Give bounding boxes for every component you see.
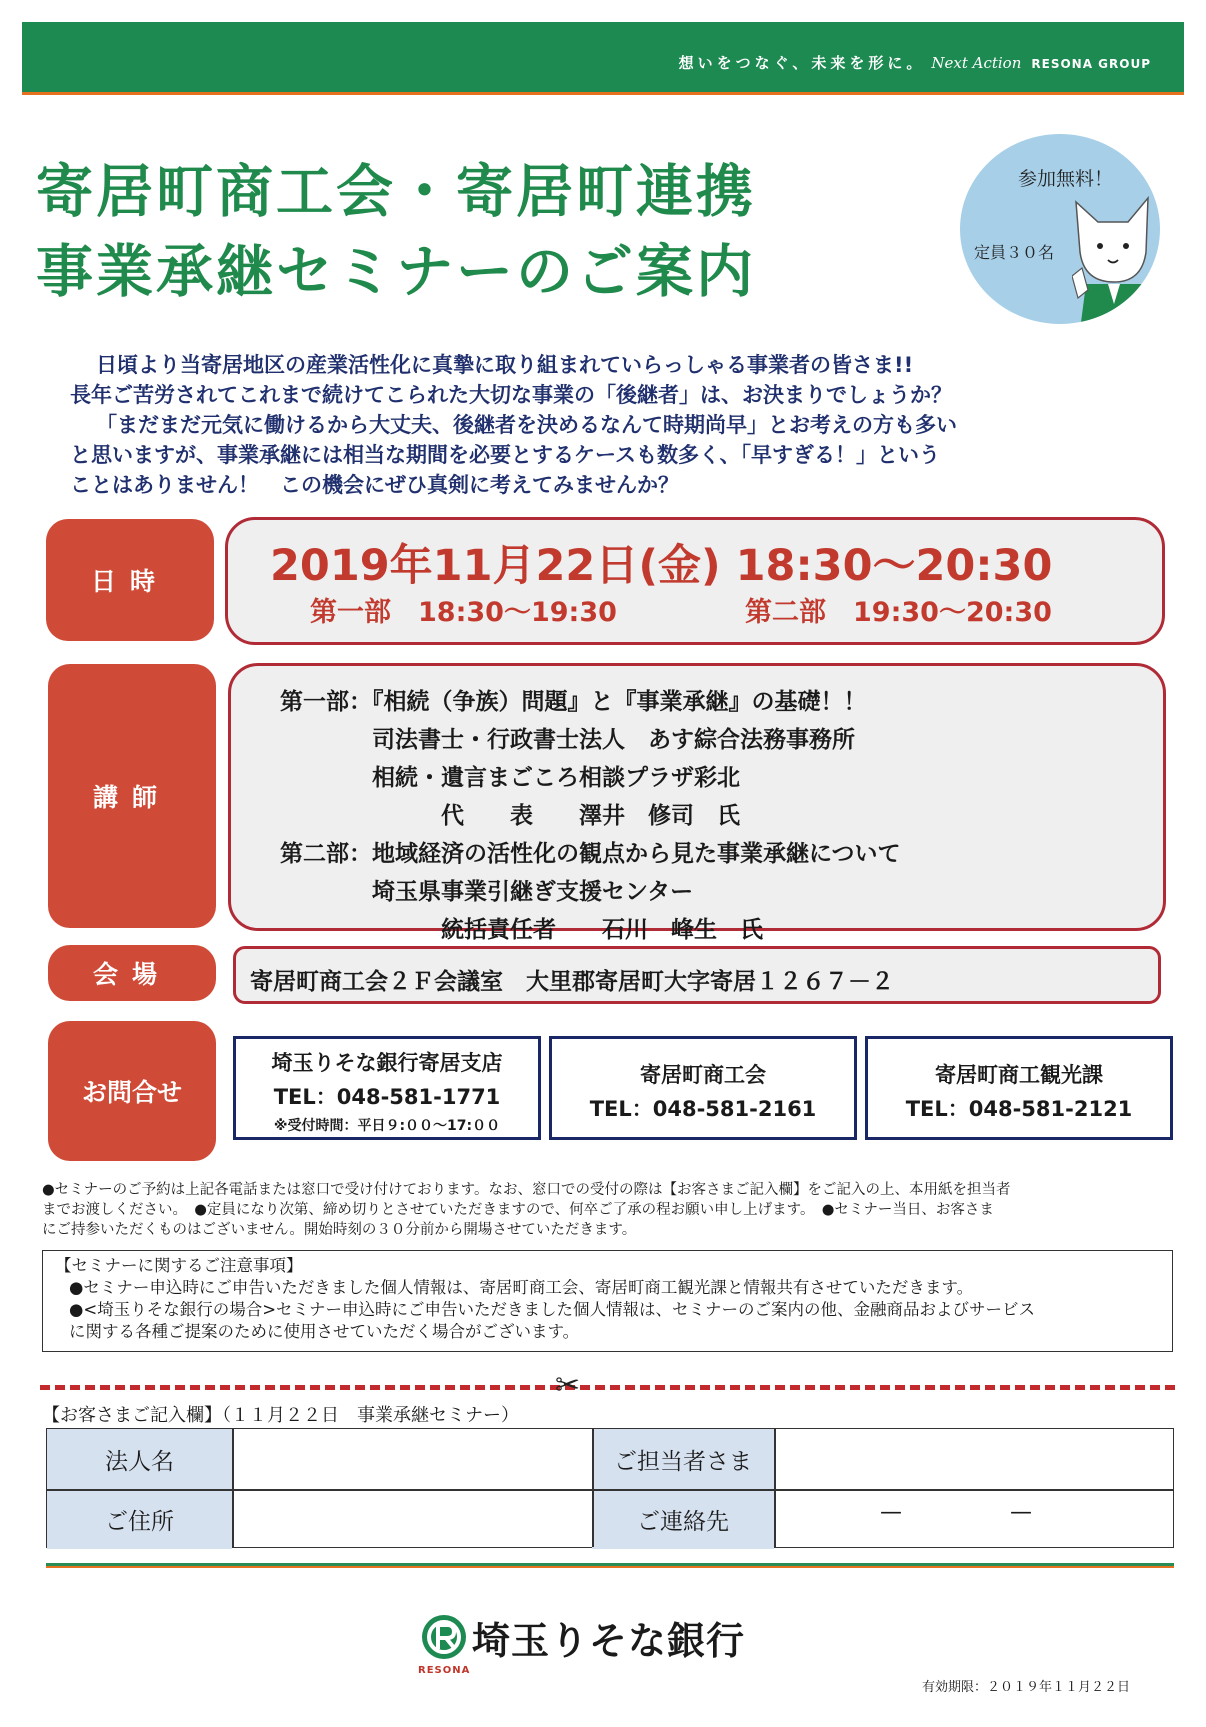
reservation-note [42, 1180, 1172, 1240]
contact-number-label-text: ご連絡先 [637, 1508, 729, 1535]
lecturer-line-1: 第一部：『相続（争族）問題』と『事業承継』の基礎！！ [280, 689, 867, 715]
lecturer-line-7: 統括責任者 石川 峰生 氏 [280, 917, 763, 943]
intro-paragraph [70, 350, 1120, 500]
form-header: 【お客さまご記入欄】（１１月２２日 事業承継セミナー） [42, 1405, 519, 1426]
badge-capacity-text: 定員３０名 [974, 243, 1055, 262]
company-name-label [47, 1429, 232, 1489]
schedule-label-text: 日時 [90, 567, 169, 596]
cat-mascot-icon [1072, 180, 1160, 324]
contact-box-resona [233, 1036, 541, 1140]
company-name-label-text: 法人名 [105, 1448, 174, 1475]
page-title [36, 152, 756, 312]
intro-line-1: 日頃より当寄居地区の産業活性化に真摯に取り組まれていらっしゃる事業者の皆さま!! [96, 353, 914, 377]
reservation-note-line-3: にご持参いただくものはございません。開始時刻の３０分前から開場させていただきます。 [42, 1222, 637, 1238]
intro-line-5: ことはありません！ この機会にぜひ真剣に考えてみませんか？ [70, 473, 679, 497]
caution-line-3: に関する各種ご提案のために使用させていただく場合がございます。 [69, 1322, 580, 1341]
caution-title: 【セミナーに関するご注意事項】 [55, 1256, 303, 1275]
bank-name-logo: 埼玉りそな銀行 [472, 1619, 746, 1663]
contact-person-field[interactable] [774, 1429, 1175, 1489]
schedule-part-1: 第一部 18:30～19:30 [310, 597, 617, 628]
intro-line-3: 「まだまだ元気に働けるから大丈夫、後継者を決めるなんて時期尚早」とお考えの方も多い [96, 413, 957, 437]
lecturer-line-6: 埼玉県事業引継ぎ支援センター [280, 879, 694, 905]
intro-line-2: 長年ご苦労されてこれまで続けてこられた大切な事業の「後継者」は、お決まりでしょうか？ [70, 383, 952, 407]
resona-group-label: RESONA GROUP [1031, 57, 1151, 71]
venue-label-text: 会場 [92, 960, 171, 989]
reservation-note-line-2: までお渡しください。 ●定員になり次第、締め切りとさせていただきますので、何卒ご了承の程お願い申し上げます。 ●セミナー当日、お客さま [42, 1202, 994, 1218]
address-label-text: ご住所 [105, 1508, 174, 1535]
schedule-label [46, 519, 214, 641]
lecturer-label-text: 講師 [92, 783, 171, 812]
lecturer-line-4: 代 表 澤井 修司 氏 [280, 803, 740, 829]
form-divider [232, 1429, 234, 1547]
company-name-field[interactable] [232, 1429, 592, 1489]
title-line-1: 寄居町商工会・寄居町連携 [36, 159, 756, 225]
address-field[interactable] [232, 1489, 592, 1549]
badge-free-text: 参加無料！ [1018, 168, 1114, 190]
contact-box-tourism [865, 1036, 1173, 1140]
contact-hours-note: ※受付時間：平日９:００～17:００ [273, 1118, 501, 1134]
form-divider [592, 1429, 594, 1547]
schedule-part-2: 第二部 19:30～20:30 [745, 597, 1052, 628]
caution-line-1: ●セミナー申込時にご申告いただきました個人情報は、寄居町商工会、寄居町商工観光課と情報共有させていただきます。 [69, 1278, 974, 1297]
contact-number-label [592, 1489, 774, 1549]
free-participation-badge [960, 134, 1160, 324]
header-accent-stripe [22, 92, 1184, 95]
schedule-date: 2019年11月22日(金) 18:30～20:30 [270, 541, 1053, 591]
validity-date: 有効期限：２０１９年１１月２２日 [922, 1680, 1131, 1695]
contact-label-text: お問合せ [81, 1078, 182, 1107]
contact-label [48, 1021, 216, 1161]
contact-tel-resona: TEL：048-581-1771 [273, 1085, 501, 1109]
contact-box-chamber [549, 1036, 857, 1140]
next-action-logo: Next Action [931, 54, 1022, 72]
form-divider [774, 1429, 776, 1547]
phone-dash-1: — [880, 1500, 902, 1525]
contact-number-field[interactable] [774, 1489, 1175, 1549]
lecturer-line-2: 司法書士・行政書士法人 あす綜合法務事務所 [280, 727, 855, 753]
lecturer-line-3: 相続・遺言まごころ相談プラザ彩北 [280, 765, 740, 791]
intro-line-4: と思いますが、事業承継には相当な期間を必要とするケースも数多く、「早すぎる！」という [70, 443, 941, 467]
venue-label [48, 945, 216, 1001]
tagline-text: 想いをつなぐ、未来を形に。 [678, 54, 926, 72]
form-row-divider [47, 1489, 1173, 1491]
address-label [47, 1489, 232, 1549]
contact-tel-tourism: TEL：048-581-2121 [905, 1097, 1133, 1121]
contact-name-resona: 埼玉りそな銀行寄居支店 [271, 1051, 503, 1075]
customer-entry-form [46, 1428, 1174, 1548]
lecturer-line-5: 第二部：地域経済の活性化の観点から見た事業承継について [280, 841, 901, 867]
contact-person-label [592, 1429, 774, 1489]
caution-box [42, 1250, 1173, 1352]
phone-dash-2: — [1010, 1500, 1032, 1525]
contact-name-chamber: 寄居町商工会 [640, 1063, 766, 1087]
footer-accent-stripe [46, 1566, 1174, 1568]
contact-person-label-text: ご担当者さま [614, 1448, 752, 1475]
cut-line [40, 1385, 1175, 1390]
title-line-2: 事業承継セミナーのご案内 [36, 239, 756, 305]
header-tagline [679, 52, 1151, 73]
caution-line-2: ●<埼玉りそな銀行の場合>セミナー申込時にご申告いただきました個人情報は、セミナーのご案内の他、金融商品およびサービス [69, 1300, 1036, 1319]
contact-name-tourism: 寄居町商工観光課 [935, 1063, 1103, 1087]
lecturer-label [48, 664, 216, 928]
reservation-note-line-1: ●セミナーのご予約は上記各電話または窓口で受け付けております。なお、窓口での受付の際は【お客さまご記入欄】をご記入の上、本用紙を担当者 [42, 1182, 1011, 1198]
contact-tel-chamber: TEL：048-581-2161 [589, 1097, 817, 1121]
resona-logo-icon [420, 1613, 468, 1661]
lecturer-details [280, 683, 901, 949]
scissors-icon: ✂ [555, 1368, 581, 1403]
resona-sub-logo: RESONA [418, 1665, 471, 1676]
venue-text: 寄居町商工会２Ｆ会議室 大里郡寄居町大字寄居１２６７－２ [250, 969, 894, 995]
